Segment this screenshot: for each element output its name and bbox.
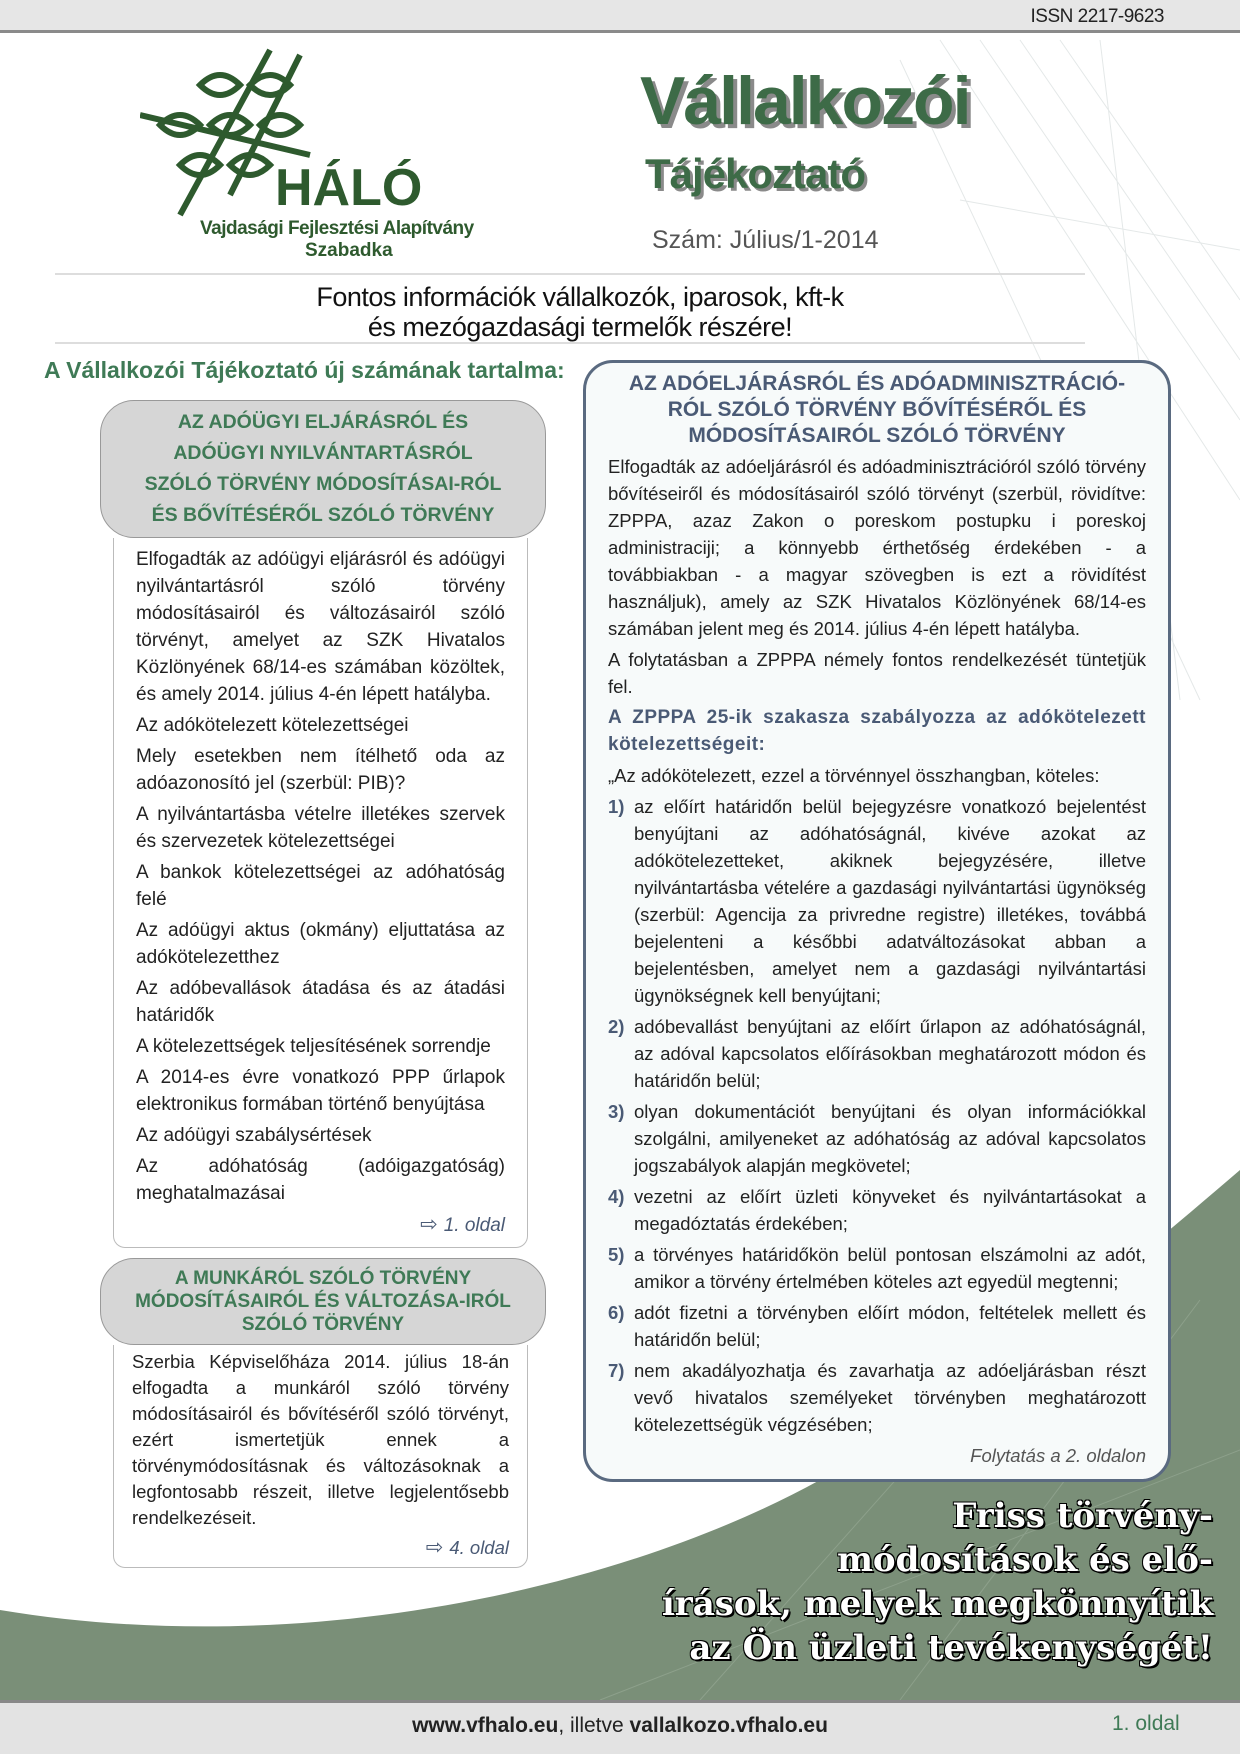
contents-item: Az adókötelezett kötelezettségei: [136, 715, 409, 736]
separator-text: , illetve: [558, 1714, 630, 1737]
contents-box-1-body: [113, 538, 528, 1248]
item-text: nem akadályozhatja és zavarhatja az adóeljárásban részt vevő hivatalos személyeket törvényben meghatározott kötelezettségük végzésében;: [634, 1360, 1146, 1435]
page-number: 1. oldal: [1112, 1712, 1180, 1735]
website-link[interactable]: www.vfhalo.eu: [412, 1714, 559, 1737]
page-ref: 4. oldal: [449, 1537, 509, 1558]
obligation-item: [608, 1098, 1146, 1179]
obligation-item: [608, 793, 1146, 1009]
tagline-line: és mezógazdasági termelők részére!: [367, 312, 793, 342]
article-box: [583, 360, 1171, 1482]
divider: [55, 273, 1085, 275]
article-paragraph: A folytatásban a ZPPPA némely fontos rendelkezését tüntetjük fel.: [608, 649, 1146, 697]
contents-item: Az adóbevallások átadása és az átadási határidők: [136, 978, 505, 1026]
contents-box-1: [100, 400, 546, 1248]
footer-urls: [0, 1714, 1240, 1738]
contents-item: Az adóügyi szabálysértések: [136, 1125, 372, 1146]
contents-item: A kötelezettségek teljesítésének sorrendje: [136, 1036, 491, 1057]
contents-box-2-body: [113, 1345, 528, 1568]
summary-text: Szerbia Képviselőháza 2014. július 18-án elfogadta a munkáról szóló törvény módosításairól és bővítéséről szóló törvényt, ezért ismertetjük ennek a törvénymódosításnak és változásoknak a legfontosabb részeit, illetve legjelentősebb rendelkezéseit.: [132, 1351, 509, 1528]
website-link[interactable]: vallalkozo.vfhalo.eu: [629, 1714, 828, 1737]
contents-item: A bankok kötelezettségei az adóhatóság felé: [136, 862, 505, 910]
contents-item: Az adóhatóság (adóigazgatóság) meghatalmazásai: [136, 1156, 505, 1204]
article-paragraph: Elfogadták az adóeljárásról és adóadminisztrációról szóló törvény bővítéseiről és módosításairól szóló törvényt (szerbül, rövidítve: ZPPPA, azaz Zakon o poreskom postupku i poreskoj administraciji; a könnyebb érthetőség érdekében - a továbbiakban - a magyar szövegben is ezt a rövidítést használjuk), amely az SZK Hivatalos Közlönyének 68/14-es számában jelent meg és 2014. július 4-én lépett hatályba.: [608, 456, 1146, 639]
contents-box-1-heading: AZ ADÓÜGYI ELJÁRÁSRÓL ÉS ADÓÜGYI NYILVÁNTARTÁSRÓL SZÓLÓ TÖRVÉNY MÓDOSÍTÁSAI-RÓL ÉS BŐVÍTÉSÉRŐL SZÓLÓ TÖRVÉNY: [100, 400, 546, 538]
publication-subtitle: Tájékoztató: [645, 150, 866, 197]
article-intro: „Az adókötelezett, ezzel a törvénnyel összhangban, köteles:: [608, 765, 1100, 786]
page-ref: 1. oldal: [443, 1215, 505, 1236]
obligation-item: [608, 1241, 1146, 1295]
tagline: [170, 282, 990, 342]
item-number: 2): [608, 1016, 625, 1037]
item-number: 3): [608, 1101, 625, 1122]
article-heading: AZ ADÓELJÁRÁSRÓL ÉS ADÓADMINISZTRÁCIÓ-RÓL SZÓLÓ TÖRVÉNY BŐVÍTÉSÉRŐL ÉS MÓDOSÍTÁSAIRÓL SZÓLÓ TÖRVÉNY: [628, 372, 1126, 447]
item-text: az előírt határidőn belül bejegyzésre vonatkozó bejelentést benyújtani az adóhatóságnál, kivéve azokat az adókötelezetteket, akiknek bejegyzésére, illetve nyilvántartásba vételére a gazdasági nyilvántartási ügynökség (szerbül: Agencija za privredne registre) illetékes, továbbá bejelenteni a későbbi adatváltozásokat abban a bejelentésben, amelyet nem a gazdasági nyilvántartási ügynökségnek kell benyújtani;: [634, 796, 1146, 1006]
slogan-line: Friss törvény-: [952, 1496, 1213, 1536]
item-number: 6): [608, 1302, 625, 1323]
item-number: 5): [608, 1244, 625, 1265]
contents-title: A Vállalkozói Tájékoztató új számának tartalma:: [44, 357, 565, 383]
divider: [55, 342, 1085, 344]
contents-item: Mely esetekben nem ítélhető oda az adóazonosító jel (szerbül: PIB)?: [136, 746, 505, 794]
item-text: olyan dokumentációt benyújtani és olyan információkkal szolgálni, amilyeneket az adóhatóság az adóval kapcsolatos jogszabályok alapján megkövetel;: [634, 1101, 1146, 1176]
publication-title: Vállalkozói: [640, 63, 970, 139]
contents-item: A nyilvántartásba vételre illetékes szervek és szervezetek kötelezettségei: [136, 804, 505, 852]
article-subheading: A ZPPPA 25-ik szakasza szabályozza az adókötelezett kötelezettségeit:: [608, 707, 1146, 755]
item-text: adót fizetni a törvényben előírt módon, feltételek mellett és határidőn belül;: [634, 1302, 1146, 1350]
item-number: 1): [608, 796, 625, 817]
issue-number: Szám: Július/1-2014: [652, 226, 879, 254]
halo-logo: [140, 45, 440, 245]
obligation-item: [608, 1357, 1146, 1438]
page-ref-link[interactable]: [132, 1535, 509, 1561]
obligation-item: [608, 1299, 1146, 1353]
page-ref-link[interactable]: [136, 1211, 505, 1239]
org-name: Vajdasági Fejlesztési Alapítvány: [200, 218, 474, 239]
issn: ISSN 2217-9623: [1030, 6, 1164, 27]
obligations-list: [608, 793, 1146, 1438]
tagline-line: Fontos információk vállalkozók, iparosok, kft-k: [316, 282, 844, 312]
item-number: 7): [608, 1360, 625, 1381]
org-city: Szabadka: [305, 240, 393, 261]
contents-box-2: [100, 1258, 546, 1568]
contents-item: Elfogadták az adóügyi eljárásról és adóügyi nyilvántartásról szóló törvény módosításairól és változásairól szóló törvényt, amelyet az SZK Hivatalos Közlönyének 68/14-es számában közöltek, és amely 2014. július 4-én lépett hatályba.: [136, 549, 505, 705]
right-column: [583, 360, 1213, 1670]
contents-item: A 2014-es évre vonatkozó PPP űrlapok elektronikus formában történő benyújtása: [136, 1067, 505, 1115]
continued-link[interactable]: Folytatás a 2. oldalon: [970, 1445, 1146, 1466]
item-text: adóbevallást benyújtani az előírt űrlapon az adóhatóságnál, az adóval kapcsolatos előírásokban meghatározott módon és határidőn belül;: [634, 1016, 1146, 1091]
slogan-line: írások, melyek megkönnyítik: [661, 1584, 1213, 1624]
item-text: a törvényes határidőkön belül pontosan elszámolni az adót, amikor a törvény értelmében köteles azt egyedül megtenni;: [634, 1244, 1146, 1292]
logo-text: HÁLÓ: [275, 159, 423, 217]
slogan-line: módosítások és elő-: [836, 1540, 1213, 1580]
contents-item: Az adóügyi aktus (okmány) eljuttatása az adókötelezetthez: [136, 920, 505, 968]
arrow-right-icon: ⇨: [425, 1536, 444, 1559]
contents-column: [100, 400, 546, 1568]
obligation-item: [608, 1183, 1146, 1237]
slogan-line: az Ön üzleti tevékenységét!: [689, 1628, 1213, 1668]
slogan: [583, 1494, 1213, 1670]
obligation-item: [608, 1013, 1146, 1094]
contents-box-2-heading: A MUNKÁRÓL SZÓLÓ TÖRVÉNY MÓDOSÍTÁSAIRÓL ÉS VÁLTOZÁSA-IRÓL SZÓLÓ TÖRVÉNY: [100, 1258, 546, 1345]
item-number: 4): [608, 1186, 625, 1207]
item-text: vezetni az előírt üzleti könyveket és nyilvántartásokat a megadóztatás érdekében;: [634, 1186, 1146, 1234]
arrow-right-icon: ⇨: [420, 1213, 438, 1236]
